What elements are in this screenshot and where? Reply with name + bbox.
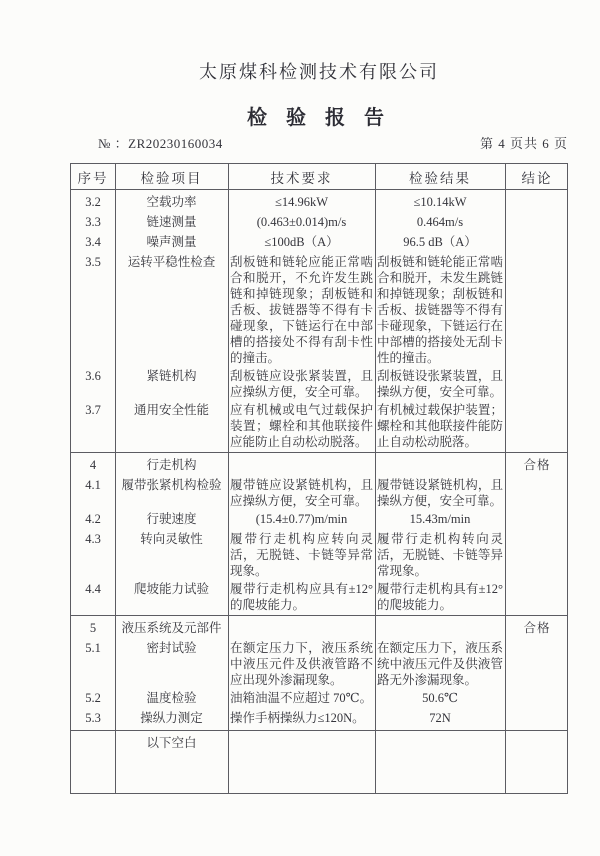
report-number-label: № ： xyxy=(98,136,129,151)
row-item: 运转平稳性检查 xyxy=(127,255,216,269)
row-item: 温度检验 xyxy=(146,691,197,705)
table-section xyxy=(71,189,567,452)
table-section xyxy=(71,730,567,793)
row-result: 50.6℃ xyxy=(422,691,458,705)
report-number xyxy=(70,133,223,152)
row-no: 3.4 xyxy=(85,235,101,249)
table-section xyxy=(71,452,567,615)
table-column-divider xyxy=(115,164,116,793)
row-no: 5.3 xyxy=(85,711,101,725)
table-row xyxy=(71,618,567,638)
column-header-5: 结论 xyxy=(521,170,553,186)
row-item: 爬坡能力试验 xyxy=(133,582,209,596)
row-item: 链速测量 xyxy=(146,215,197,229)
row-requirement: 刮板链应设张紧装置，且应操纵方便，安全可靠。 xyxy=(230,369,373,399)
row-conclusion xyxy=(505,400,569,450)
row-item: 以下空白 xyxy=(146,736,197,750)
row-conclusion xyxy=(505,579,569,613)
row-item: 履带张紧机构检验 xyxy=(121,478,222,492)
table-row xyxy=(71,366,567,400)
column-header-4: 检验结果 xyxy=(409,170,471,186)
row-conclusion: 合格 xyxy=(523,621,551,635)
table-row xyxy=(71,579,567,613)
row-no: 4.2 xyxy=(85,512,101,526)
row-item: 转向灵敏性 xyxy=(140,532,203,546)
row-no: 3.7 xyxy=(85,403,101,417)
row-result: 有机械过载保护装置；螺栓和其他联接件能防止自动松动脱落。 xyxy=(377,403,503,449)
table-column-divider xyxy=(505,164,506,793)
table-row xyxy=(71,733,567,791)
row-no: 5.1 xyxy=(85,641,101,655)
row-no: 4.4 xyxy=(85,582,101,596)
table-row xyxy=(71,232,567,252)
company-name: 太原煤科检测技术有限公司 xyxy=(199,62,439,82)
row-conclusion xyxy=(505,232,569,252)
table-row xyxy=(71,192,567,212)
row-item: 空载功率 xyxy=(146,195,197,209)
row-result: 履带链设紧链机构，且操纵方便，安全可靠。 xyxy=(377,478,503,508)
row-result: 96.5 dB（A） xyxy=(403,235,477,249)
row-result: ≤10.14kW xyxy=(413,195,467,209)
row-no: 4.1 xyxy=(85,478,101,492)
table-row xyxy=(71,688,567,708)
inspection-table xyxy=(70,163,568,794)
column-header-3: 技术要求 xyxy=(270,170,333,186)
row-no: 4.3 xyxy=(85,532,101,546)
row-no: 4 xyxy=(89,458,97,472)
table-row xyxy=(71,475,567,509)
row-conclusion xyxy=(505,475,569,509)
table-column-divider xyxy=(375,164,376,793)
page-indicator: 第 4 页共 6 页 xyxy=(479,136,568,151)
row-conclusion xyxy=(505,509,569,529)
row-result: 在额定压力下，液压系统中液压元件及供液管路无外渗漏现象。 xyxy=(377,641,503,687)
table-header-row xyxy=(71,164,567,189)
row-item: 行驶速度 xyxy=(146,512,197,526)
row-no: 5.2 xyxy=(85,691,101,705)
row-conclusion xyxy=(505,529,569,579)
row-no: 3.5 xyxy=(85,255,101,269)
row-requirement: 应有机械或电气过载保护装置；螺栓和其他联接件应能防止自动松动脱落。 xyxy=(230,403,373,449)
inspection-table-body xyxy=(71,189,567,793)
row-item: 噪声测量 xyxy=(146,235,197,249)
row-item: 密封试验 xyxy=(146,641,197,655)
row-conclusion xyxy=(505,708,569,728)
row-no xyxy=(71,733,115,791)
report-number-value: ZR20230160034 xyxy=(128,136,223,151)
row-conclusion xyxy=(505,366,569,400)
row-result: 15.43m/min xyxy=(409,512,471,526)
column-header-1: 序号 xyxy=(77,170,109,186)
table-row xyxy=(71,708,567,728)
row-item: 通用安全性能 xyxy=(133,403,209,417)
row-requirement: ≤100dB（A） xyxy=(264,235,339,249)
report-title: 检 验 报 告 xyxy=(247,107,391,129)
row-result: 72N xyxy=(429,711,451,725)
table-row xyxy=(71,212,567,232)
row-no: 3.2 xyxy=(85,195,101,209)
row-result: 0.464m/s xyxy=(416,215,464,229)
table-column-divider xyxy=(228,164,229,793)
row-item: 操纵力测定 xyxy=(140,711,203,725)
row-requirement: 操作手柄操纵力≤120N。 xyxy=(230,711,365,725)
row-result: 履带行走机构转向灵活，无脱链、卡链等异常现象。 xyxy=(377,532,503,578)
row-item: 液压系统及元部件 xyxy=(121,621,222,635)
row-result: 刮板链和链轮能正常啮合和脱开，未发生跳链和掉链现象；刮板链和舌板、拔链器等不得有卡碰现象，下链运行在中部槽的搭接处无刮卡性的撞击。 xyxy=(377,255,503,365)
row-item: 行走机构 xyxy=(146,458,197,472)
row-requirement: (15.4±0.77)m/min xyxy=(255,512,348,526)
row-conclusion: 合格 xyxy=(523,458,551,472)
row-no: 3.6 xyxy=(85,369,101,383)
table-row xyxy=(71,400,567,450)
row-requirement: 油箱油温不应超过 70℃。 xyxy=(230,691,373,705)
row-requirement: 履带行走机构应具有±12°的爬坡能力。 xyxy=(230,582,373,612)
document-header xyxy=(70,58,568,130)
table-row xyxy=(71,252,567,366)
table-row xyxy=(71,509,567,529)
row-requirement: 在额定压力下，液压系统中液压元件及供液管路不应出现外渗漏现象。 xyxy=(230,641,373,687)
row-conclusion xyxy=(505,733,569,791)
row-requirement xyxy=(228,733,375,791)
row-result xyxy=(375,618,505,638)
row-conclusion xyxy=(505,212,569,232)
row-result: 刮板链设张紧装置，且操纵方便，安全可靠。 xyxy=(377,369,503,399)
row-result: 履带行走机构具有±12°的爬坡能力。 xyxy=(377,582,503,612)
row-conclusion xyxy=(505,192,569,212)
table-row xyxy=(71,638,567,688)
row-result xyxy=(375,733,505,791)
row-conclusion xyxy=(505,252,569,366)
row-requirement: ≤14.96kW xyxy=(274,195,329,209)
row-requirement: 履带链应设紧链机构，且应操纵方便，安全可靠。 xyxy=(230,478,373,508)
row-result xyxy=(375,455,505,475)
row-conclusion xyxy=(505,688,569,708)
column-header-2: 检验项目 xyxy=(140,170,203,186)
table-row xyxy=(71,529,567,579)
row-requirement xyxy=(228,455,375,475)
row-conclusion xyxy=(505,638,569,688)
row-no: 3.3 xyxy=(85,215,101,229)
row-requirement: 履带行走机构应转向灵活，无脱链、卡链等异常现象。 xyxy=(230,532,373,578)
row-item: 紧链机构 xyxy=(146,369,197,383)
row-no: 5 xyxy=(89,621,97,635)
row-requirement xyxy=(228,618,375,638)
table-section xyxy=(71,615,567,730)
row-requirement: (0.463±0.014)m/s xyxy=(256,215,347,229)
row-requirement: 刮板链和链轮应能正常啮合和脱开，不允许发生跳链和掉链现象；刮板链和舌板、拔链器等不得有卡碰现象，下链运行在中部槽的搭接处不得有刮卡性的撞击。 xyxy=(230,255,373,365)
meta-row xyxy=(70,133,568,152)
table-row xyxy=(71,455,567,475)
